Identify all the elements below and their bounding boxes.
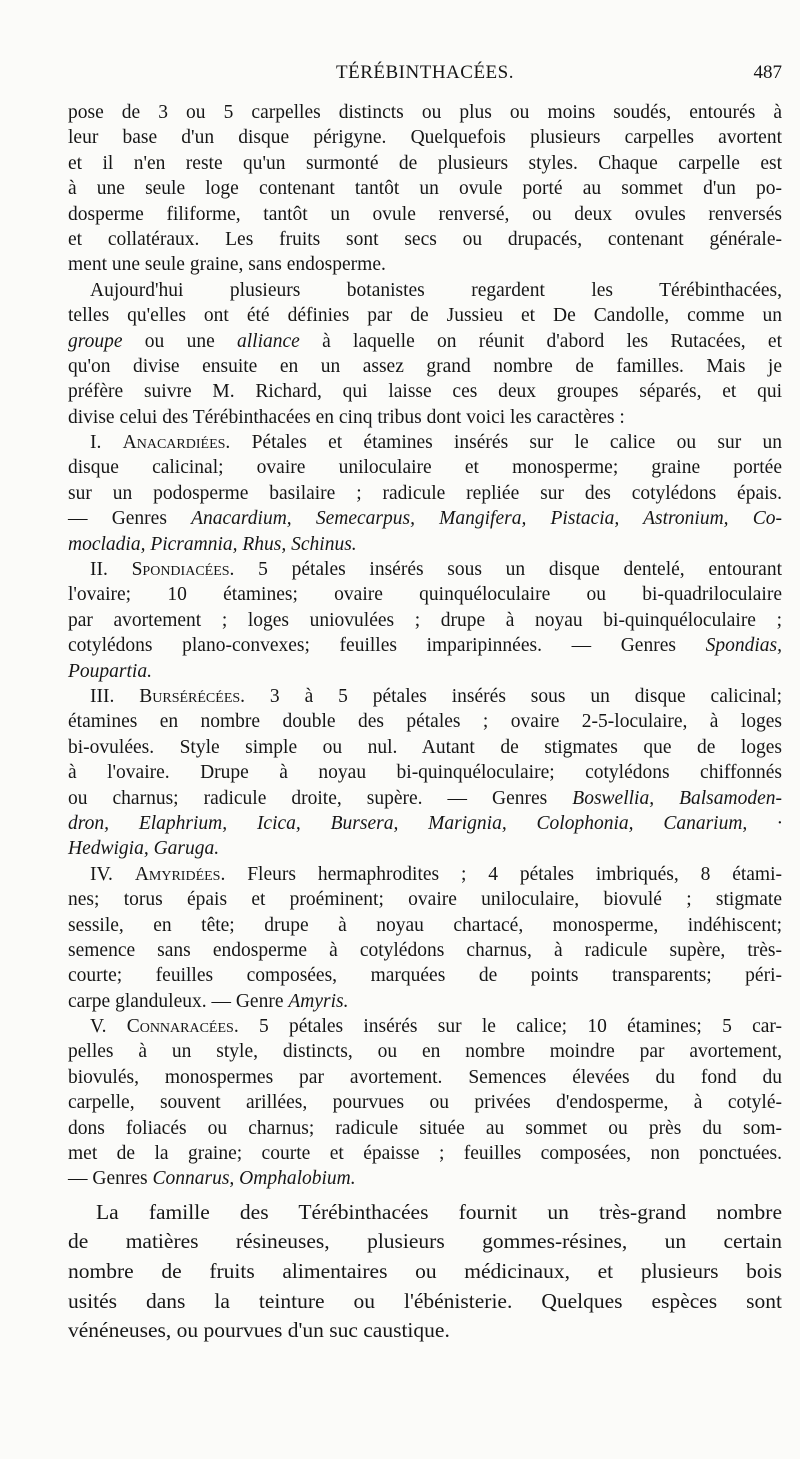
running-header	[68, 62, 782, 90]
tribe-name: Connaracées.	[126, 1016, 239, 1038]
closing-line: de matières résineuses, plusieurs gommes-résines, un certain	[68, 1229, 782, 1254]
text-line	[68, 811, 782, 836]
genus-list: Spondias,	[705, 635, 782, 657]
text-line: groupe ou une alliance à laquelle on réunit d'abord les Rutacées, et	[68, 330, 782, 352]
running-title: TÉRÉBINTHACÉES.	[336, 62, 514, 83]
page-body	[68, 100, 782, 1346]
genus-list: Hedwigia, Garuga.	[68, 838, 220, 860]
italic-term: groupe	[68, 330, 123, 352]
text-line: par avortement ; loges uniovulées ; drupe à noyau bi-quinquéloculaire ;	[68, 609, 782, 631]
text-line: biovulés, monospermes par avortement. Semences élevées du fond du	[68, 1066, 782, 1088]
text-line: qu'on divise ensuite en un assez grand nombre de familles. Mais je	[68, 355, 782, 377]
text-line: III. Bursérécées. 3 à 5 pétales insérés sous un disque calicinal;	[90, 685, 782, 707]
text-line: bi-ovulées. Style simple ou nul. Autant de stigmates que de loges	[68, 736, 782, 758]
text-line: IV. Amyridées. Fleurs hermaphrodites ; 4 pétales imbriqués, 8 étami-	[90, 863, 783, 885]
text-line: leur base d'un disque périgyne. Quelquefois plusieurs carpelles avortent	[68, 127, 782, 149]
text-line: cotylédons plano-convexes; feuilles imparipinnées. — Genres Spondias,	[68, 635, 782, 657]
text-line: dosperme filiforme, tantôt un ovule renversé, ou deux ovules renversés	[68, 203, 782, 225]
genus-list: Boswellia, Balsamoden-	[572, 787, 782, 809]
text-line: semence sans endosperme à cotylédons charnus, à radicule supère, très-	[68, 939, 782, 961]
text-line	[68, 659, 782, 684]
text-line: V. Connaracées. 5 pétales insérés sur le calice; 10 étamines; 5 car-	[90, 1016, 782, 1038]
text-line: étamines en nombre double des pétales ; ovaire 2-5-loculaire, à loges	[68, 711, 782, 733]
text-line: à l'ovaire. Drupe à noyau bi-quinquéloculaire; cotylédons chiffonnés	[68, 762, 782, 784]
closing-line: vénéneuses, ou pourvues d'un suc caustique.	[68, 1318, 450, 1343]
genus-list: Anacardium, Semecarpus, Mangifera, Pistacia, Astronium, Co-	[191, 508, 782, 530]
text-line: ment une seule graine, sans endosperme.	[68, 254, 386, 276]
text-line: dons foliacés ou charnus; radicule située au sommet ou près du som-	[68, 1117, 782, 1139]
text-line: telles qu'elles ont été définies par de Jussieu et De Candolle, comme un	[68, 305, 782, 327]
text-line	[68, 532, 782, 557]
text-line: carpe glanduleux. — Genre Amyris.	[68, 990, 349, 1012]
text-line: — Genres Connarus, Omphalobium.	[68, 1168, 356, 1190]
genus-list: mocladia, Picramnia, Rhus, Schinus.	[68, 533, 357, 555]
tribe-name: Anacardiées.	[122, 432, 231, 454]
closing-line: usités dans la teinture ou l'ébénisterie. Quelques espèces sont	[68, 1288, 782, 1313]
text-line	[68, 836, 782, 861]
genus-list: Poupartia.	[68, 660, 152, 682]
tribe-name: Bursérécées.	[139, 685, 246, 707]
text-line: ou charnus; radicule droite, supère. — Genres Boswellia, Balsamoden-	[68, 787, 782, 809]
tribe-name: Amyridées.	[134, 863, 226, 885]
tribe-name: Spondiacées.	[131, 559, 235, 581]
text-line: II. Spondiacées. 5 pétales insérés sous un disque dentelé, entourant	[90, 559, 782, 581]
text-line: disque calicinal; ovaire uniloculaire et monosperme; graine portée	[68, 457, 782, 479]
text-line: I. Anacardiées. Pétales et étamines insérés sur le calice ou sur un	[90, 432, 782, 454]
text-line: pose de 3 ou 5 carpelles distincts ou plus ou moins soudés, entourés à	[68, 102, 782, 123]
genus-list: Amyris.	[288, 990, 349, 1012]
italic-term: alliance	[237, 330, 300, 352]
text-line: à une seule loge contenant tantôt un ovule porté au sommet d'un po-	[68, 178, 782, 200]
text-line: l'ovaire; 10 étamines; ovaire quinquéloculaire ou bi-quadriloculaire	[68, 584, 782, 606]
text-line: — Genres Anacardium, Semecarpus, Mangifera, Pistacia, Astronium, Co-	[68, 508, 782, 530]
page-number: 487	[753, 62, 782, 83]
text-line: sur un podosperme basilaire ; radicule repliée sur des cotylédons épais.	[68, 482, 782, 504]
genus-list: Connarus, Omphalobium.	[152, 1168, 356, 1190]
text-line: courte; feuilles composées, marquées de points transparents; péri-	[68, 965, 782, 987]
genus-list: dron, Elaphrium, Icica, Bursera, Marignia, Colophonia, Canarium, ·	[68, 812, 782, 834]
text-line: met de la graine; courte et épaisse ; feuilles composées, non ponctuées.	[68, 1143, 782, 1165]
text-line: carpelle, souvent arillées, pourvues ou privées d'endosperme, à cotylé-	[68, 1092, 782, 1114]
closing-line: La famille des Térébinthacées fournit un très-grand nombre	[96, 1199, 782, 1224]
text-line: nes; torus épais et proéminent; ovaire uniloculaire, biovulé ; stigmate	[68, 889, 782, 911]
text-line: préfère suivre M. Richard, qui laisse ces deux groupes séparés, et qui	[68, 381, 782, 403]
closing-line: nombre de fruits alimentaires ou médicinaux, et plusieurs bois	[68, 1258, 782, 1283]
text-line: Aujourd'hui plusieurs botanistes regardent les Térébinthacées,	[90, 279, 782, 301]
text-line: divise celui des Térébinthacées en cinq tribus dont voici les caractères :	[68, 406, 625, 428]
text-line: pelles à un style, distincts, ou en nombre moindre par avortement,	[68, 1041, 782, 1063]
text-line: et il n'en reste qu'un surmonté de plusieurs styles. Chaque carpelle est	[68, 152, 782, 174]
text-line: sessile, en tête; drupe à noyau chartacé, monosperme, indéhiscent;	[68, 914, 782, 936]
text-line: et collatéraux. Les fruits sont secs ou drupacés, contenant générale-	[68, 228, 782, 250]
